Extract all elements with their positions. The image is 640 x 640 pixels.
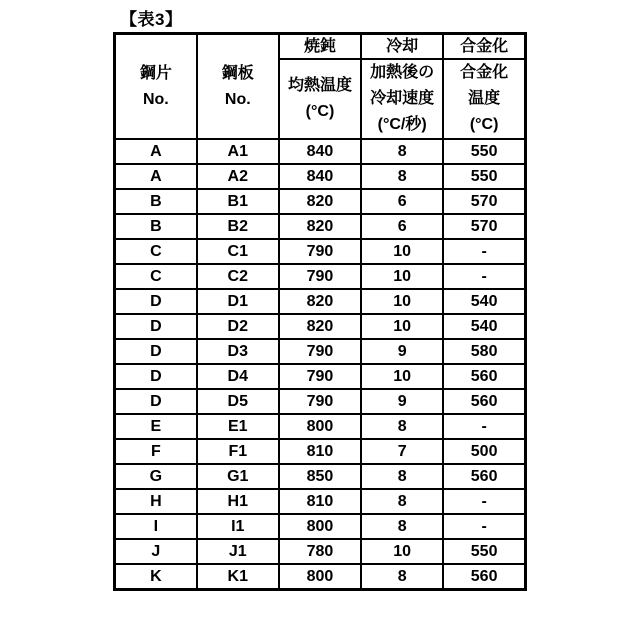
table-cell: 8	[361, 464, 443, 489]
table-cell: 840	[279, 164, 361, 189]
table-cell: I	[115, 514, 197, 539]
table-cell: 560	[443, 464, 525, 489]
table-row	[115, 489, 526, 514]
table-cell: 8	[361, 164, 443, 189]
col-group-cooling: 冷却	[361, 34, 443, 60]
table-cell: 8	[361, 139, 443, 164]
header-group-row	[115, 34, 526, 60]
table-cell: 10	[361, 539, 443, 564]
col-header-plate-line1: 鋼板	[221, 64, 254, 82]
table-cell: 800	[279, 414, 361, 439]
table-row	[115, 439, 526, 464]
table-row	[115, 289, 526, 314]
table-cell: 560	[443, 389, 525, 414]
table-cell: 810	[279, 439, 361, 464]
table-cell: 8	[361, 489, 443, 514]
table-cell: -	[443, 489, 525, 514]
table-row	[115, 364, 526, 389]
cooling-rate-line2: 冷却速度	[370, 90, 435, 107]
table-cell: A2	[197, 164, 279, 189]
table-cell: 8	[361, 414, 443, 439]
table-cell: 10	[361, 289, 443, 314]
col-header-alloying-temp	[443, 59, 525, 139]
col-header-billet-no	[115, 34, 197, 140]
table-cell: 6	[361, 214, 443, 239]
table-cell: E1	[197, 414, 279, 439]
table-cell: D3	[197, 339, 279, 364]
col-group-annealing: 焼鈍	[279, 34, 361, 60]
table-cell: K	[115, 564, 197, 590]
table-row	[115, 464, 526, 489]
table-cell: 8	[361, 564, 443, 590]
table-cell: 10	[361, 314, 443, 339]
table-cell: A	[115, 164, 197, 189]
data-table	[113, 32, 527, 591]
table-cell: -	[443, 514, 525, 539]
table-cell: D	[115, 314, 197, 339]
table-cell: 550	[443, 539, 525, 564]
table-row	[115, 164, 526, 189]
table-cell: 9	[361, 389, 443, 414]
table-cell: 560	[443, 564, 525, 590]
table-cell: 580	[443, 339, 525, 364]
table-cell: 10	[361, 239, 443, 264]
table-cell: J1	[197, 539, 279, 564]
table-row	[115, 564, 526, 590]
table-cell: 790	[279, 389, 361, 414]
table-row	[115, 139, 526, 164]
table-cell: -	[443, 239, 525, 264]
soaking-temp-unit: (°C)	[305, 103, 335, 120]
alloying-temp-line2: 温度	[468, 90, 501, 107]
table-row	[115, 314, 526, 339]
table-cell: B	[115, 214, 197, 239]
col-group-alloying: 合金化	[443, 34, 525, 60]
table-cell: D1	[197, 289, 279, 314]
table-cell: 6	[361, 189, 443, 214]
table-cell: 550	[443, 139, 525, 164]
table-row	[115, 189, 526, 214]
table-cell: 560	[443, 364, 525, 389]
table-cell: D	[115, 389, 197, 414]
col-header-cooling-rate	[361, 59, 443, 139]
table-cell: F	[115, 439, 197, 464]
table-cell: 850	[279, 464, 361, 489]
table-cell: D	[115, 289, 197, 314]
table-cell: 10	[361, 264, 443, 289]
table-cell: C	[115, 239, 197, 264]
cooling-rate-line1: 加熱後の	[370, 64, 435, 81]
soaking-temp-line1: 均熱温度	[287, 77, 352, 94]
col-header-plate-no	[197, 34, 279, 140]
table-cell: 840	[279, 139, 361, 164]
table-cell: K1	[197, 564, 279, 590]
col-header-soaking-temp	[279, 59, 361, 139]
table-cell: F1	[197, 439, 279, 464]
table-cell: 790	[279, 264, 361, 289]
cooling-rate-unit: (°C/秒)	[377, 116, 427, 133]
table-cell: I1	[197, 514, 279, 539]
table-cell: 790	[279, 239, 361, 264]
table-cell: 820	[279, 214, 361, 239]
col-header-billet-line1: 鋼片	[139, 64, 172, 82]
table-cell: 790	[279, 339, 361, 364]
table-body	[115, 139, 526, 590]
table-cell: D4	[197, 364, 279, 389]
table-cell: A1	[197, 139, 279, 164]
table-cell: 810	[279, 489, 361, 514]
alloying-temp-unit: (°C)	[469, 116, 499, 133]
table-cell: 820	[279, 189, 361, 214]
table-row	[115, 239, 526, 264]
table-cell: D5	[197, 389, 279, 414]
table-cell: 820	[279, 314, 361, 339]
table-cell: 10	[361, 364, 443, 389]
table-row	[115, 339, 526, 364]
table-cell: 800	[279, 564, 361, 590]
table-cell: C	[115, 264, 197, 289]
table-cell: J	[115, 539, 197, 564]
table-cell: 820	[279, 289, 361, 314]
table-cell: 800	[279, 514, 361, 539]
table-row	[115, 514, 526, 539]
table-cell: 8	[361, 514, 443, 539]
table-cell: C1	[197, 239, 279, 264]
table-cell: D	[115, 339, 197, 364]
table-row	[115, 539, 526, 564]
table-cell: D2	[197, 314, 279, 339]
table-cell: B	[115, 189, 197, 214]
table-cell: -	[443, 264, 525, 289]
table-cell: H	[115, 489, 197, 514]
table-cell: C2	[197, 264, 279, 289]
table-cell: -	[443, 414, 525, 439]
table-cell: 500	[443, 439, 525, 464]
table-cell: 540	[443, 289, 525, 314]
table-cell: 550	[443, 164, 525, 189]
table-caption: 【表3】	[120, 10, 183, 29]
col-header-billet-line2: No.	[142, 90, 169, 108]
table-cell: G1	[197, 464, 279, 489]
table-cell: A	[115, 139, 197, 164]
table-row	[115, 264, 526, 289]
alloying-temp-line1: 合金化	[460, 64, 509, 81]
table-cell: 9	[361, 339, 443, 364]
table-cell: B2	[197, 214, 279, 239]
table-row	[115, 214, 526, 239]
table-row	[115, 389, 526, 414]
table-cell: 570	[443, 189, 525, 214]
table-cell: 780	[279, 539, 361, 564]
table-cell: H1	[197, 489, 279, 514]
table-cell: 570	[443, 214, 525, 239]
table-cell: 7	[361, 439, 443, 464]
table-cell: G	[115, 464, 197, 489]
table-cell: E	[115, 414, 197, 439]
table-cell: B1	[197, 189, 279, 214]
table-cell: 540	[443, 314, 525, 339]
table-header	[115, 34, 526, 140]
table-cell: D	[115, 364, 197, 389]
table-cell: 790	[279, 364, 361, 389]
col-header-plate-line2: No.	[224, 90, 251, 108]
table-row	[115, 414, 526, 439]
